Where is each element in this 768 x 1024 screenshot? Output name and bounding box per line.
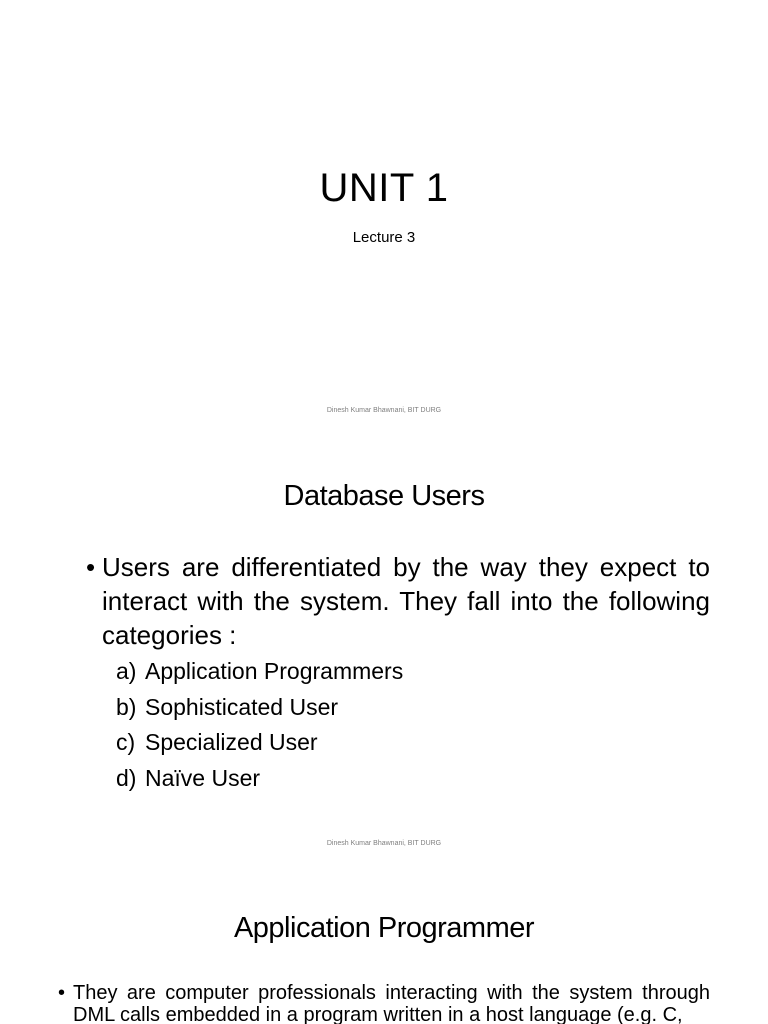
list-marker: b) <box>116 693 137 720</box>
bullet-text: They are computer professionals interacting with the system through DML calls embedded in a program written in a host language (e.g. C, <box>73 982 710 1024</box>
slide-heading: Database Users <box>283 480 485 512</box>
category-list <box>116 654 403 796</box>
list-item-label: Application Programmers <box>145 658 404 684</box>
list-item-label: Sophisticated User <box>145 693 339 720</box>
bullet-icon: • <box>86 552 96 582</box>
list-marker: a) <box>116 658 137 684</box>
bullet-icon: • <box>58 982 66 1004</box>
list-item <box>116 654 403 690</box>
list-item <box>116 761 403 797</box>
slide-title: UNIT 1 <box>319 166 449 210</box>
list-marker: d) <box>116 764 137 791</box>
bullet-paragraph <box>58 982 710 1024</box>
list-item <box>116 690 403 726</box>
slide-heading: Application Programmer <box>233 912 535 944</box>
bullet-paragraph <box>86 550 710 652</box>
list-item-label: Specialized User <box>145 729 318 755</box>
bullet-text: Users are differentiated by the way they expect to interact with the system. They fall into the following categories : <box>102 552 710 650</box>
slide-database-users <box>0 432 768 864</box>
list-item-label: Naïve User <box>145 764 261 791</box>
list-item <box>116 725 403 761</box>
slide-subtitle: Lecture 3 <box>352 229 416 246</box>
slide-application-programmer <box>0 864 768 1024</box>
slide-footer: Dinesh Kumar Bhawnani, BIT DURG <box>326 407 442 414</box>
list-marker: c) <box>116 729 136 755</box>
slide-title-unit <box>0 0 768 432</box>
slide-footer: Dinesh Kumar Bhawnani, BIT DURG <box>326 840 442 847</box>
